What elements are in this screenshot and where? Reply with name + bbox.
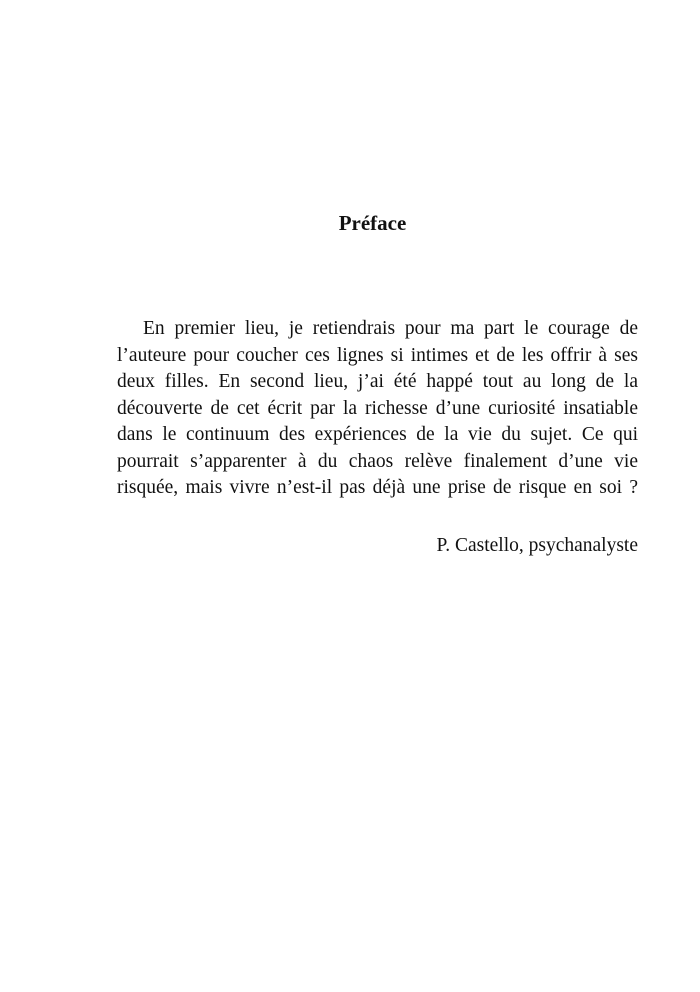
page-title: Préface <box>338 211 407 235</box>
signature: P. Castello, psychanalyste <box>436 535 638 556</box>
paragraph-line: deux filles. En second lieu, j’ai été happé tout au long de la <box>117 371 638 392</box>
paragraph-line: pourrait s’apparenter à du chaos relève finalement d’une vie <box>117 450 638 472</box>
paragraph-line: risquée, mais vivre n’est-il pas déjà une prise de risque en soi ? <box>117 477 638 498</box>
paragraph-line: En premier lieu, je retiendrais pour ma part le courage de <box>143 318 638 339</box>
paragraph-line: l’auteure pour coucher ces lignes si intimes et de les offrir à ses <box>117 344 638 366</box>
paragraph-line: découverte de cet écrit par la richesse d’une curiosité insatiable <box>117 397 638 419</box>
paragraph-line: dans le continuum des expériences de la vie du sujet. Ce qui <box>117 424 638 445</box>
preface-paragraph <box>117 316 638 502</box>
